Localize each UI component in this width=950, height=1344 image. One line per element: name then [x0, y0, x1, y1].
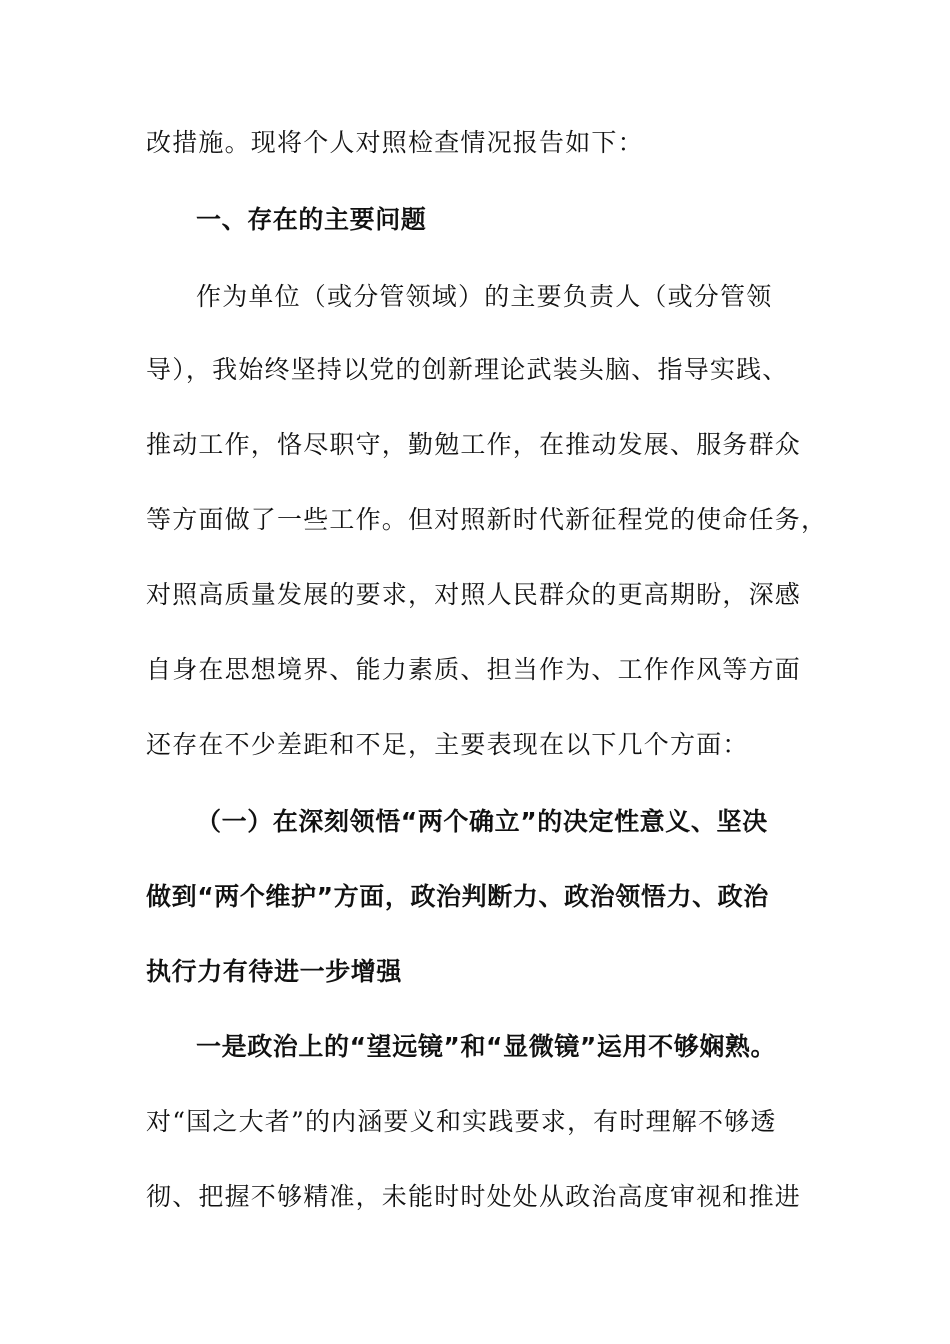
paragraph-line-4: 导），我始终坚持以党的创新理论武装头脑、指导实践、: [146, 355, 789, 384]
subheading-line-3: 执行力有待进一步增强: [146, 957, 403, 986]
paragraph-line-8: 自身在思想境界、能力素质、担当作为、工作作风等方面: [146, 655, 802, 684]
point-heading: 一是政治上的“望远镜”和“显微镜”运用不够娴熟。: [196, 1032, 777, 1061]
paragraph-line-9: 还存在不少差距和不足，主要表现在以下几个方面：: [146, 730, 749, 759]
subheading-line-1: （一）在深刻领悟“两个确立”的决定性意义、坚决: [196, 807, 768, 836]
paragraph-line-1: 改措施。现将个人对照检查情况报告如下：: [146, 128, 644, 157]
paragraph-line-15: 彻、把握不够精准，未能时时处处从政治高度审视和推进: [146, 1182, 802, 1211]
paragraph-line-7: 对照高质量发展的要求，对照人民群众的更高期盼，深感: [146, 580, 802, 609]
section-heading: 一、存在的主要问题: [196, 205, 427, 234]
paragraph-line-6: 等方面做了一些工作。但对照新时代新征程党的使命任务，: [146, 505, 828, 534]
paragraph-line-3: 作为单位（或分管领域）的主要负责人（或分管领: [196, 282, 773, 311]
paragraph-line-14: 对“国之大者”的内涵要义和实践要求，有时理解不够透: [146, 1107, 777, 1136]
paragraph-line-5: 推动工作，恪尽职守，勤勉工作，在推动发展、服务群众: [146, 430, 802, 459]
subheading-line-2: 做到“两个维护”方面，政治判断力、政治领悟力、政治: [146, 882, 769, 911]
